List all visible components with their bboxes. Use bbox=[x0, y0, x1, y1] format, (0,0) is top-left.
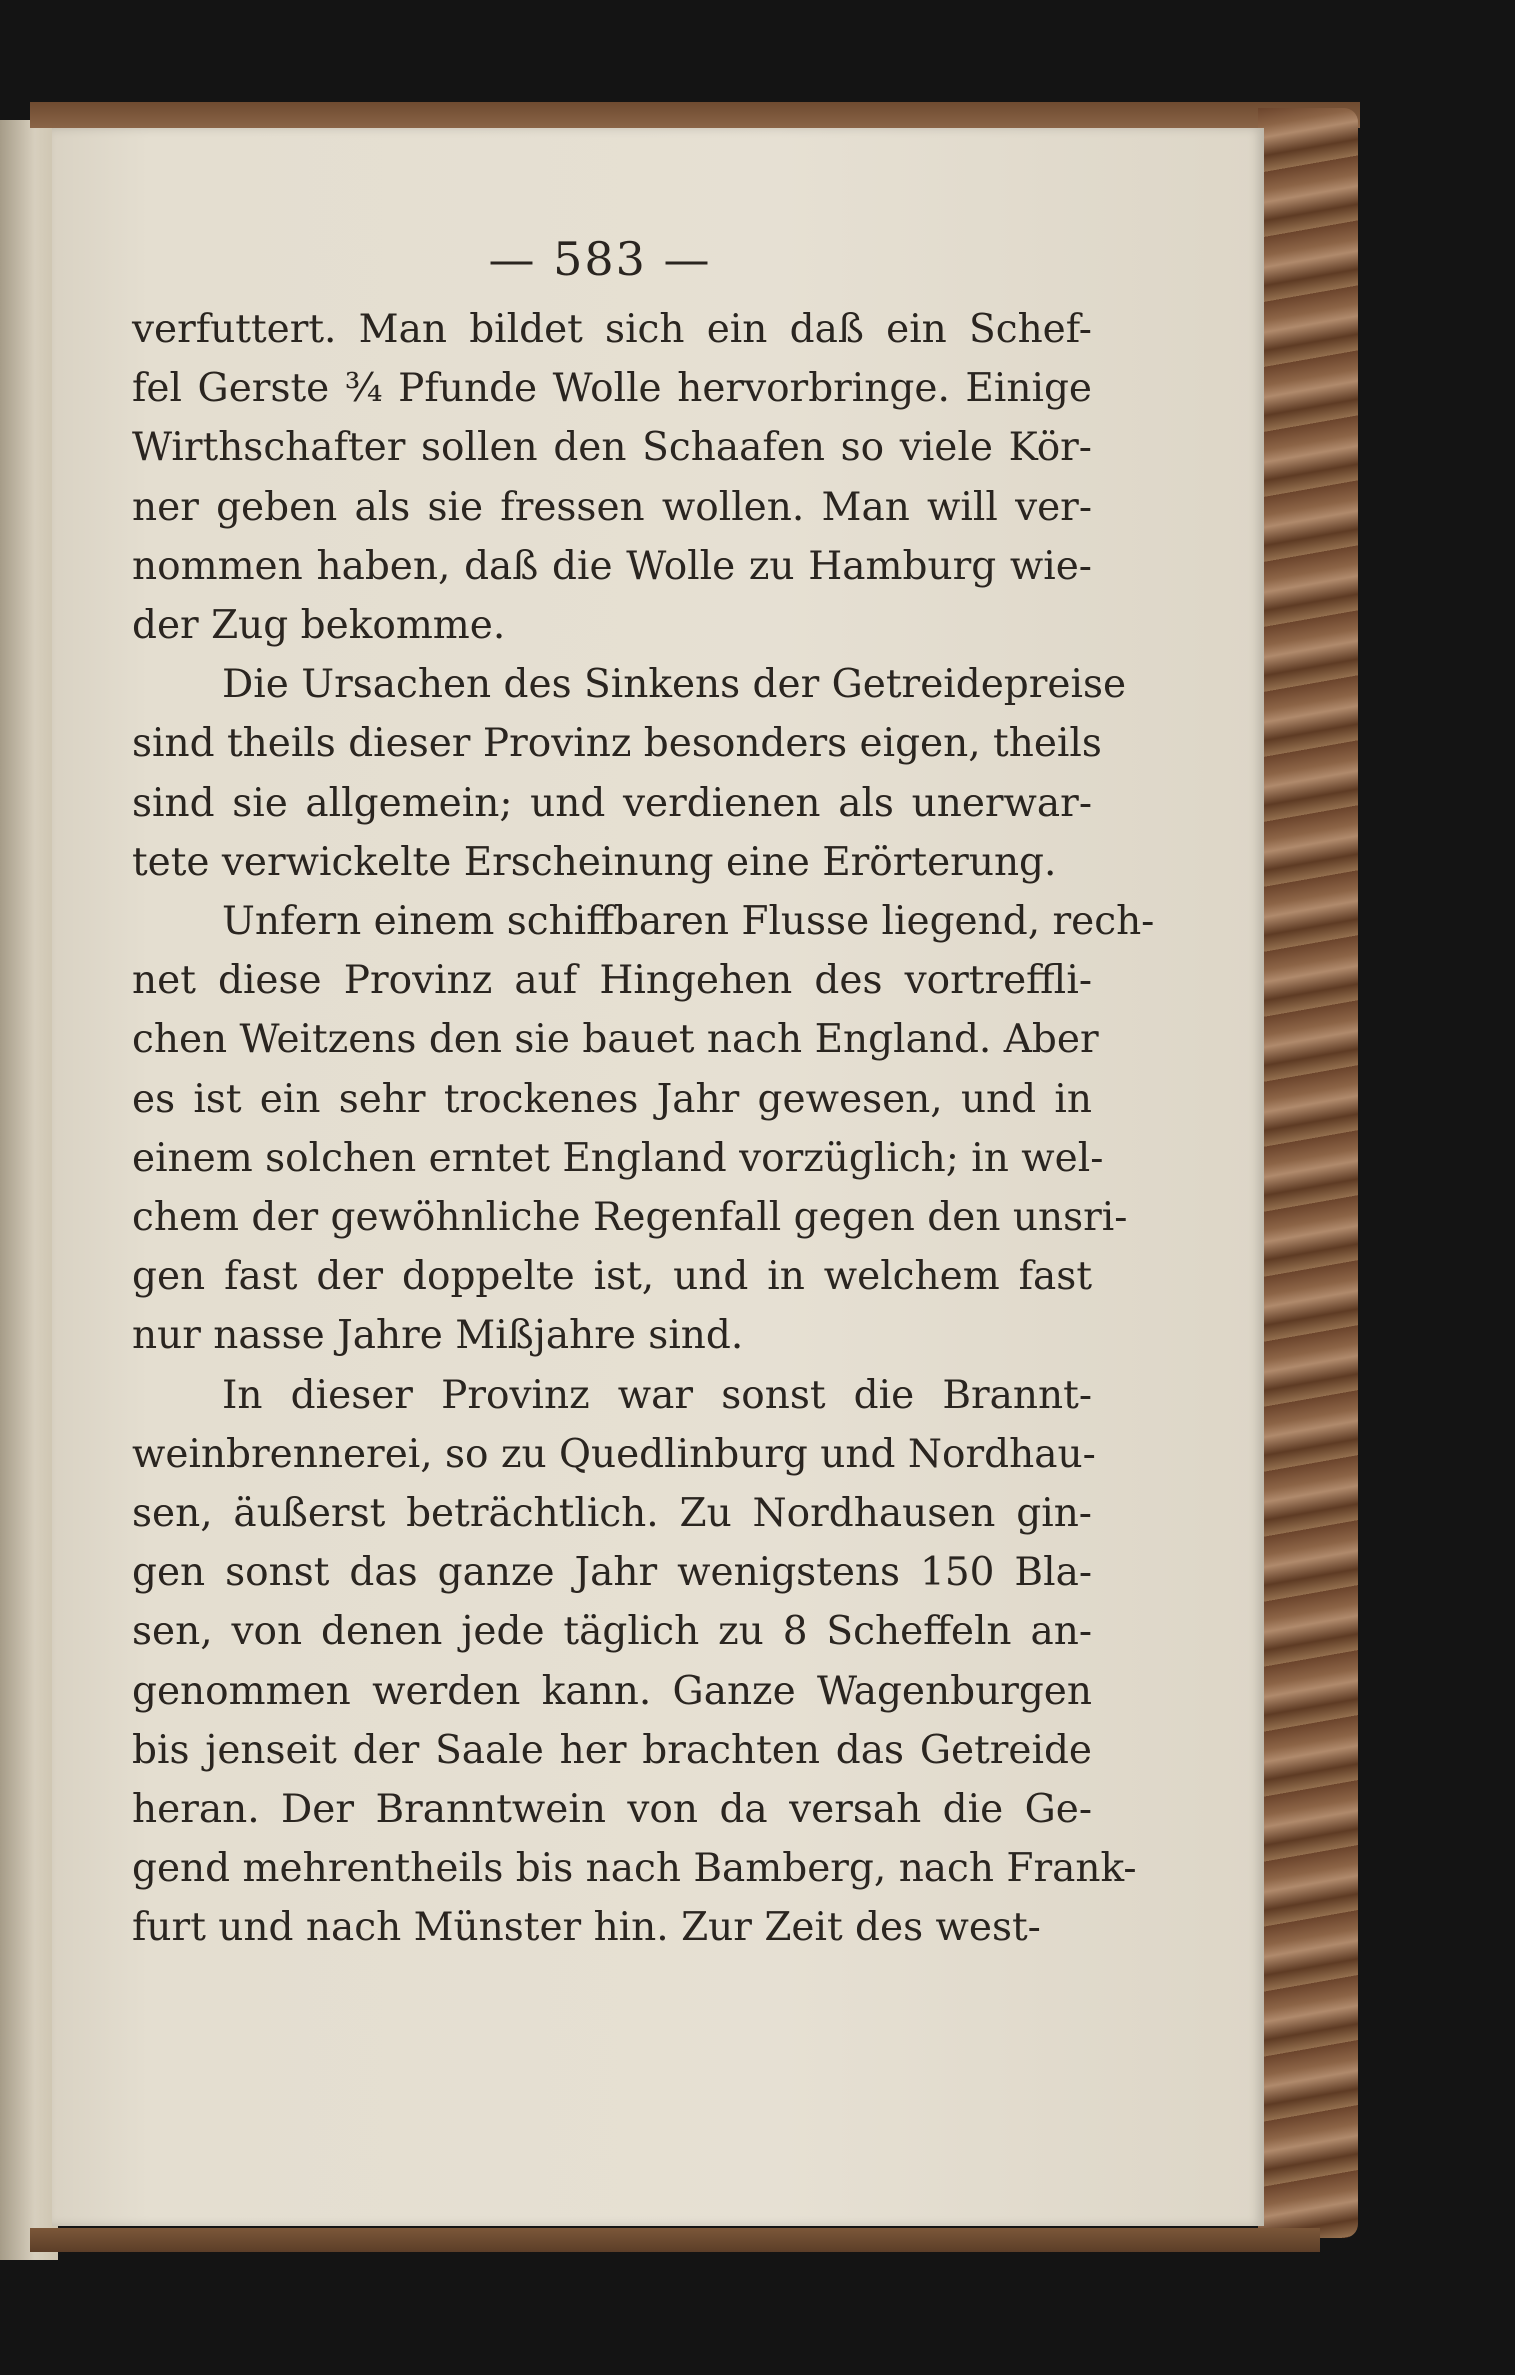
text-line: sind sie allgemein; und verdienen als unerwar- bbox=[132, 780, 1092, 826]
book-cover-edge bbox=[1258, 108, 1358, 2238]
text-line: genommen werden kann. Ganze Wagenburgen bbox=[132, 1668, 1092, 1714]
text-line: ner geben als sie fressen wollen. Man will ver- bbox=[132, 484, 1092, 530]
text-line: einem solchen erntet England vorzüglich; in wel- bbox=[132, 1135, 1104, 1181]
text-line: der Zug bekomme. bbox=[132, 603, 506, 649]
text-line: chen Weitzens den sie bauet nach England. Aber bbox=[132, 1017, 1099, 1063]
text-line: fel Gerste ¾ Pfunde Wolle hervorbringe. Einige bbox=[132, 366, 1092, 412]
binding-bottom-edge bbox=[30, 2228, 1320, 2252]
text-line: verfuttert. Man bildet sich ein daß ein Schef- bbox=[132, 307, 1092, 352]
text-line: tete verwickelte Erscheinung eine Erörterung. bbox=[132, 839, 1057, 885]
text-line: gen sonst das ganze Jahr wenigstens 150 Bla- bbox=[132, 1550, 1092, 1596]
text-line: nommen haben, daß die Wolle zu Hamburg wie- bbox=[132, 543, 1092, 589]
text-line: gen fast der doppelte ist, und in welchem fast bbox=[132, 1254, 1092, 1300]
text-line: net diese Provinz auf Hingehen des vortreffli- bbox=[132, 958, 1092, 1004]
text-line: gend mehrentheils bis nach Bamberg, nach Frank- bbox=[132, 1846, 1137, 1892]
text-line: Unfern einem schiffbaren Flusse liegend, rech- bbox=[222, 899, 1155, 945]
text-line: weinbrennerei, so zu Quedlinburg und Nordhau- bbox=[132, 1431, 1096, 1477]
text-line: Die Ursachen des Sinkens der Getreidepreise bbox=[222, 662, 1127, 708]
text-line: furt und nach Münster hin. Zur Zeit des west- bbox=[132, 1905, 1041, 1951]
text-line: Wirthschafter sollen den Schaafen so viele Kör- bbox=[132, 425, 1092, 471]
adjacent-left-page bbox=[0, 120, 58, 2260]
text-line: chem der gewöhnliche Regenfall gegen den unsri- bbox=[132, 1195, 1128, 1241]
text-line: nur nasse Jahre Mißjahre sind. bbox=[132, 1313, 744, 1359]
text-line: sind theils dieser Provinz besonders eigen, theils bbox=[132, 721, 1102, 767]
text-line: heran. Der Branntwein von da versah die Ge- bbox=[132, 1787, 1092, 1833]
text-line: bis jenseit der Saale her brachten das Getreide bbox=[132, 1727, 1092, 1773]
body-text bbox=[132, 300, 1155, 1958]
text-line: es ist ein sehr trockenes Jahr gewesen, und in bbox=[132, 1076, 1092, 1122]
binding-top-edge bbox=[30, 102, 1360, 128]
text-line: sen, äußerst beträchtlich. Zu Nordhausen gin- bbox=[132, 1491, 1092, 1537]
text-line: sen, von denen jede täglich zu 8 Scheffeln an- bbox=[132, 1609, 1092, 1655]
text-line: In dieser Provinz war sonst die Brannt- bbox=[222, 1372, 1092, 1418]
page-number: — 583 — bbox=[488, 232, 712, 286]
